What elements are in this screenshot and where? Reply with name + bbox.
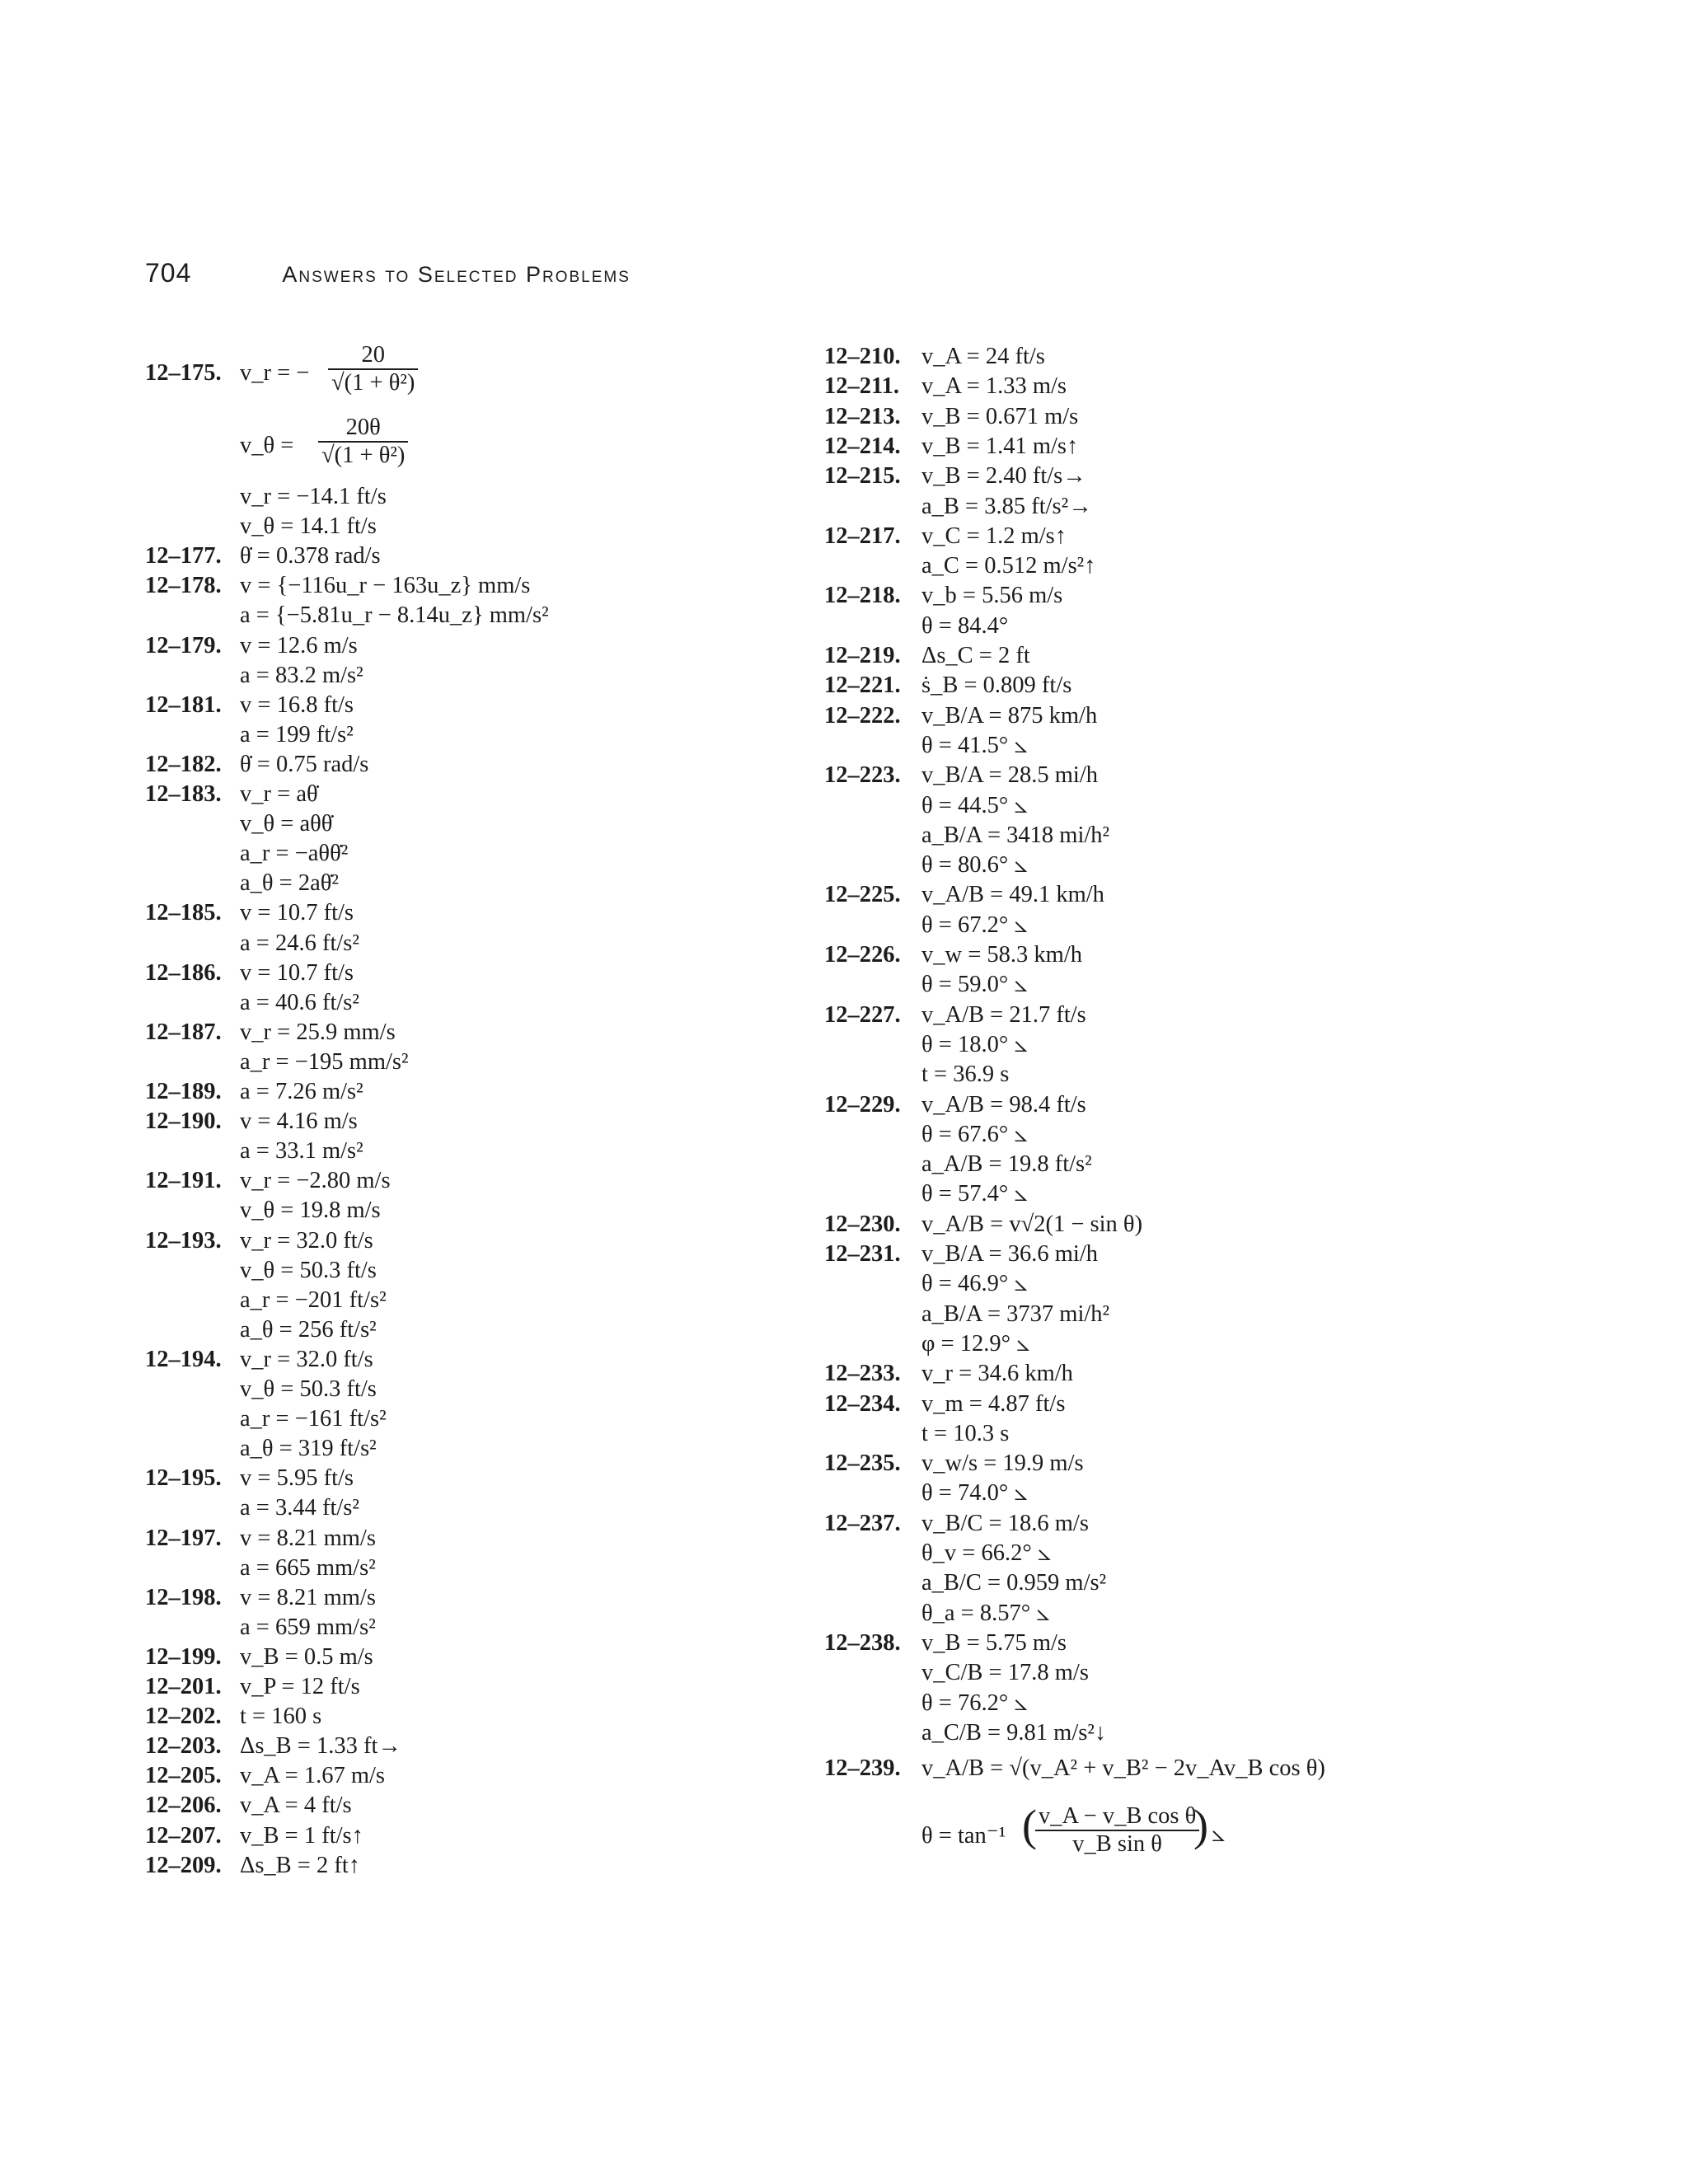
answer-text: a = 40.6 ft/s²: [240, 989, 359, 1015]
running-head: Answers to Selected Problems: [282, 262, 631, 287]
answer-text: v = 8.21 mm/s: [240, 1525, 376, 1551]
problem-number: 12–193.: [145, 1227, 222, 1254]
answer-text: v_A/B = 49.1 km/h: [921, 882, 1104, 908]
answer-text: v_r = −14.1 ft/s: [240, 484, 387, 509]
answer-text: θ = 80.6° ⦣: [921, 852, 1028, 879]
answer-text: a_A/B = 19.8 ft/s²: [921, 1151, 1092, 1178]
answer-text: v_A = 1.67 m/s: [240, 1763, 386, 1789]
answer-text: v_B = 5.75 m/s: [921, 1629, 1067, 1656]
problem-number: 12–182.: [145, 751, 222, 777]
answer-text: v_r = aθ̇: [240, 781, 318, 807]
answer-text: a_B/C = 0.959 m/s²: [921, 1570, 1107, 1596]
answer-text: v_r = 32.0 ft/s: [240, 1346, 373, 1372]
problem-number: 12–197.: [145, 1525, 222, 1551]
answer-text: v_w = 58.3 km/h: [921, 942, 1082, 968]
problem-number: 12–183.: [145, 781, 222, 807]
problem-number: 12–201.: [145, 1674, 222, 1699]
angle-symbol: ⦣: [1212, 1821, 1226, 1847]
right-paren: ): [1193, 1801, 1208, 1850]
answer-text: v = 10.7 ft/s: [240, 900, 354, 926]
problem-number: 12–235.: [824, 1451, 901, 1477]
problem-number: 12–219.: [824, 643, 901, 668]
equation-lhs: v_θ =: [240, 433, 294, 458]
answer-text: a = {−5.81u_r − 8.14u_z} mm/s²: [240, 602, 549, 629]
answer-text: v_P = 12 ft/s: [240, 1674, 360, 1699]
answer-text: Δs_B = 2 ft↑: [240, 1852, 361, 1878]
equation-lhs: v_r = −: [240, 360, 310, 386]
problem-number: 12–237.: [824, 1510, 901, 1536]
answer-text: a = 665 mm/s²: [240, 1554, 376, 1581]
problem-number: 12–209.: [145, 1852, 222, 1878]
answer-text: v_w/s = 19.9 m/s: [921, 1451, 1084, 1477]
answer-text: φ = 12.9° ⦣: [921, 1330, 1030, 1357]
answer-text: a_r = −aθθ̇²: [240, 841, 349, 867]
problem-number: 12–226.: [824, 942, 901, 968]
answer-text: θ = 44.5° ⦣: [921, 792, 1028, 818]
answer-text: v_r = 32.0 ft/s: [240, 1227, 373, 1254]
page-header: [145, 258, 631, 307]
fraction: [328, 342, 418, 396]
answer-text: v_A = 24 ft/s: [921, 344, 1045, 369]
problem-number: 12–187.: [145, 1019, 222, 1045]
answer-text: a = 24.6 ft/s²: [240, 930, 359, 956]
problem-number: 12–215.: [824, 463, 901, 490]
problem-number: 12–221.: [824, 673, 901, 699]
answer-text: v = 4.16 m/s: [240, 1108, 358, 1135]
problem-number: 12–185.: [145, 900, 222, 926]
problem-number: 12–179.: [145, 632, 222, 658]
answer-text: v = {−116u_r − 163u_z} mm/s: [240, 573, 531, 599]
answer-text: θ̇ = 0.378 rad/s: [240, 543, 381, 569]
answer-text: v_A = 4 ft/s: [240, 1793, 352, 1819]
answer-text: a_r = −195 mm/s²: [240, 1048, 409, 1075]
answer-text: v = 10.7 ft/s: [240, 959, 354, 986]
equation-line: v_A/B = √(v_A² + v_B² − 2v_Av_B cos θ): [921, 1755, 1325, 1781]
answer-text: a_C/B = 9.81 m/s²↓: [921, 1719, 1107, 1746]
problem-number: 12–234.: [824, 1390, 901, 1417]
fraction-denominator: √(1 + θ²): [321, 443, 406, 468]
answer-text: θ = 67.6° ⦣: [921, 1121, 1028, 1147]
problem-number: 12–199.: [145, 1643, 222, 1670]
answer-text: Δs_B = 1.33 ft→: [240, 1733, 401, 1760]
problem-number: 12–210.: [824, 344, 901, 369]
problem-number: 12–231.: [824, 1241, 901, 1267]
answer-text: v_A/B = 98.4 ft/s: [921, 1091, 1086, 1118]
problem-number: 12–217.: [824, 523, 901, 549]
answer-text: v_m = 4.87 ft/s: [921, 1390, 1066, 1417]
answer-text: v = 16.8 ft/s: [240, 691, 354, 718]
answer-text: v_C/B = 17.8 m/s: [921, 1660, 1089, 1686]
answer-text: v_θ = aθθ̇: [240, 811, 333, 837]
answer-text: t = 160 s: [240, 1704, 322, 1730]
problem-number: 12–194.: [145, 1346, 222, 1372]
answer-text: θ = 57.4° ⦣: [921, 1181, 1028, 1207]
problem-number: 12–213.: [824, 403, 901, 429]
answer-text: a_θ = 319 ft/s²: [240, 1436, 377, 1462]
answer-text: t = 36.9 s: [921, 1062, 1010, 1088]
problem-number: 12–191.: [145, 1168, 222, 1194]
answer-text: θ_v = 66.2° ⦣: [921, 1540, 1052, 1566]
problem-number: 12–190.: [145, 1108, 222, 1135]
problem-number: 12–227.: [824, 1001, 901, 1028]
problem-number: 12–202.: [145, 1704, 222, 1730]
problem-number: 12–214.: [824, 433, 901, 459]
answer-text: a_θ = 2aθ̇²: [240, 870, 339, 897]
answer-text: a_B/A = 3418 mi/h²: [921, 822, 1110, 848]
answer-text: v_r = −2.80 m/s: [240, 1168, 391, 1194]
problem-number: 12–189.: [145, 1079, 222, 1104]
answer-text: a_C = 0.512 m/s²↑: [921, 553, 1096, 579]
answer-text: θ = 41.5° ⦣: [921, 732, 1028, 758]
problem-number: 12–218.: [824, 583, 901, 609]
answer-text: v_B/A = 28.5 mi/h: [921, 762, 1099, 789]
answer-text: v_B = 0.671 m/s: [921, 403, 1079, 429]
problem-number: 12–239.: [824, 1755, 901, 1781]
problem-number: 12–181.: [145, 691, 222, 718]
fraction-denominator: √(1 + θ²): [331, 370, 415, 396]
page-number: 704: [145, 258, 192, 288]
answer-text: a = 199 ft/s²: [240, 721, 354, 748]
left-paren: (: [1022, 1801, 1037, 1850]
answer-text: v_B = 1 ft/s↑: [240, 1822, 363, 1849]
answer-text: θ = 46.9° ⦣: [921, 1271, 1028, 1297]
answer-text: v_B/C = 18.6 m/s: [921, 1510, 1089, 1536]
problem-number: 12–195.: [145, 1465, 222, 1492]
problem-number: 12–205.: [145, 1763, 222, 1789]
answer-text: a = 659 mm/s²: [240, 1614, 376, 1640]
answer-text: θ = 59.0° ⦣: [921, 972, 1028, 998]
answer-text: v = 12.6 m/s: [240, 632, 358, 658]
fraction: [1035, 1803, 1199, 1858]
problem-number: 12–230.: [824, 1211, 901, 1237]
answer-text: ṡ_B = 0.809 ft/s: [921, 673, 1072, 699]
problem-number: 12–207.: [145, 1822, 222, 1849]
fraction-numerator: 20: [328, 342, 418, 370]
answer-text: a_B/A = 3737 mi/h²: [921, 1301, 1110, 1327]
answer-text: a_r = −201 ft/s²: [240, 1286, 387, 1313]
answer-text: v = 8.21 mm/s: [240, 1584, 376, 1610]
answer-text: v = 5.95 ft/s: [240, 1465, 354, 1492]
problem-number: 12–225.: [824, 882, 901, 908]
fraction-denominator: v_B sin θ: [1072, 1831, 1162, 1857]
answer-text: v_b = 5.56 m/s: [921, 583, 1063, 609]
answer-text: v_B/A = 875 km/h: [921, 702, 1098, 729]
answer-text: v_A = 1.33 m/s: [921, 373, 1067, 400]
answer-text: a = 3.44 ft/s²: [240, 1495, 359, 1521]
answer-text: θ = 74.0° ⦣: [921, 1480, 1028, 1507]
answer-text: a = 83.2 m/s²: [240, 662, 363, 688]
answer-text: v_C = 1.2 m/s↑: [921, 523, 1067, 549]
answer-text: θ̇ = 0.75 rad/s: [240, 751, 369, 777]
answer-text: v_B = 1.41 m/s↑: [921, 433, 1079, 459]
fraction-numerator: 20θ: [318, 415, 408, 443]
answer-text: v_θ = 14.1 ft/s: [240, 513, 377, 540]
answer-text: v_θ = 50.3 ft/s: [240, 1257, 377, 1283]
problem-number: 12–175.: [145, 360, 222, 386]
problem-number: 12–178.: [145, 573, 222, 599]
answer-text: θ = 18.0° ⦣: [921, 1031, 1028, 1057]
problem-number: 12–229.: [824, 1091, 901, 1118]
problem-number: 12–206.: [145, 1793, 222, 1819]
fraction: [318, 415, 408, 469]
problem-number: 12–186.: [145, 959, 222, 986]
answer-text: v_B = 2.40 ft/s→: [921, 463, 1086, 490]
problem-number: 12–238.: [824, 1629, 901, 1656]
problem-number: 12–222.: [824, 702, 901, 729]
answer-text: θ = 67.2° ⦣: [921, 912, 1028, 938]
equation-lhs: θ = tan⁻¹: [921, 1823, 1006, 1849]
problem-number: 12–223.: [824, 762, 901, 789]
answer-text: v_B/A = 36.6 mi/h: [921, 1241, 1099, 1267]
answer-text: a_θ = 256 ft/s²: [240, 1316, 377, 1343]
answer-text: θ = 84.4°: [921, 612, 1009, 639]
problem-number: 12–177.: [145, 543, 222, 569]
answer-text: Δs_C = 2 ft: [921, 643, 1030, 668]
problem-number: 12–203.: [145, 1733, 222, 1760]
problem-number: 12–211.: [824, 373, 900, 400]
answer-text: v_B = 0.5 m/s: [240, 1643, 373, 1670]
answer-text: v_A/B = v√2(1 − sin θ): [921, 1211, 1143, 1237]
answer-text: a_B = 3.85 ft/s²→: [921, 493, 1092, 519]
answer-text: v_θ = 50.3 ft/s: [240, 1376, 377, 1402]
problem-number: 12–198.: [145, 1584, 222, 1610]
answer-text: a_r = −161 ft/s²: [240, 1406, 387, 1432]
answer-text: v_A/B = 21.7 ft/s: [921, 1001, 1086, 1028]
answer-text: a = 7.26 m/s²: [240, 1079, 363, 1104]
answer-text: θ = 76.2° ⦣: [921, 1690, 1028, 1716]
answer-text: t = 10.3 s: [921, 1420, 1010, 1446]
answer-text: a = 33.1 m/s²: [240, 1138, 363, 1165]
fraction-numerator: v_A − v_B cos θ: [1035, 1803, 1199, 1831]
answer-text: v_r = 25.9 mm/s: [240, 1019, 396, 1045]
answer-text: v_θ = 19.8 m/s: [240, 1197, 381, 1224]
answer-text: v_r = 34.6 km/h: [921, 1361, 1073, 1387]
problem-number: 12–233.: [824, 1361, 901, 1387]
answer-text: θ_a = 8.57° ⦣: [921, 1600, 1050, 1626]
